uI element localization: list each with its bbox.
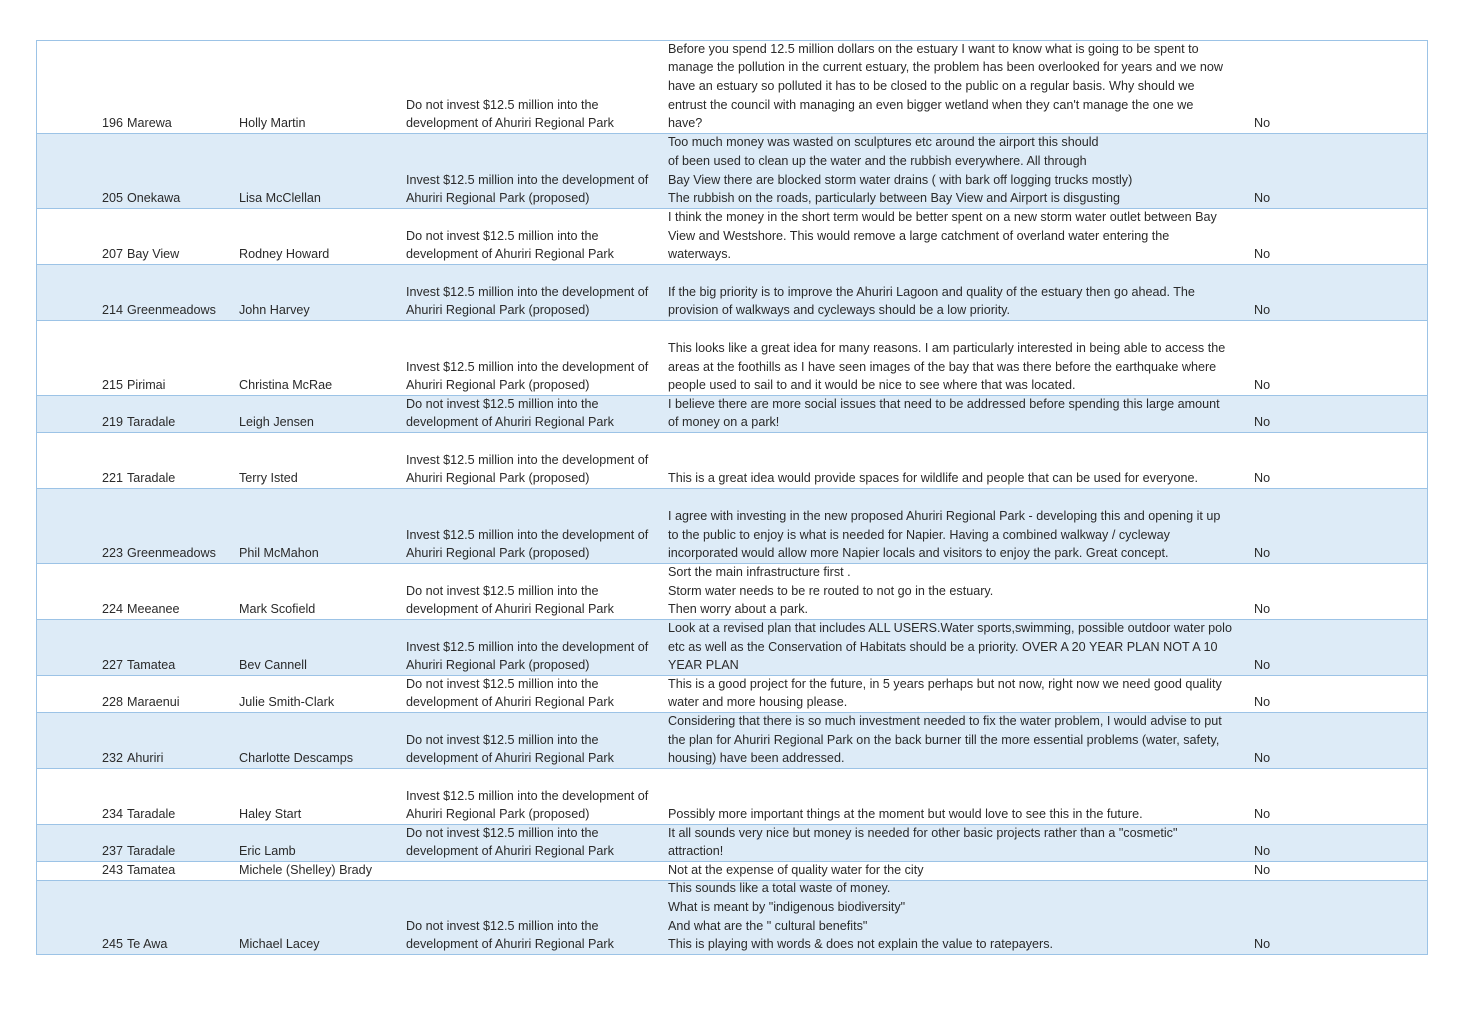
comment: I believe there are more social issues that need to be addressed before spending this large amount of money on a park! (668, 396, 1220, 430)
comment: Before you spend 12.5 million dollars on the estuary I want to know what is going to be spent to manage the pollution in the current estuary, the problem has been overlooked for years and we now have an estuary so polluted it has to be closed to the public on a regular basis. Why should we entrust the council with managing an even bigger wetland when they can't manage the one we have? (668, 41, 1223, 131)
comment: This sounds like a total waste of money. What is meant by "indigenous biodiversity" And what are the " cultural benefits" This is playing with words & does not explain the value to ratepayers. (668, 881, 1054, 952)
submitter-name: Julie Smith-Clark (239, 695, 335, 710)
submission-id: 232 (101, 751, 123, 766)
table-row (37, 433, 1427, 489)
table-row (37, 134, 1427, 209)
submission-id: 237 (101, 844, 123, 859)
suburb: Taradale (127, 807, 176, 822)
submitter-name: Eric Lamb (239, 844, 296, 859)
suburb: Onekawa (127, 191, 181, 206)
answer: No (1254, 937, 1271, 952)
table-row (37, 265, 1427, 321)
preferred-option: Do not invest $12.5 million into the development of Ahuriri Regional Park (406, 918, 614, 952)
submission-id: 221 (101, 471, 123, 486)
comment: This is a good project for the future, in 5 years perhaps but not now, right now we need good quality water and more housing please. (668, 676, 1222, 710)
comment: This is a great idea would provide spaces for wildlife and people that can be used for everyone. (668, 471, 1198, 486)
comment: This looks like a great idea for many reasons. I am particularly interested in being able to access the areas at the foothills as I have seen images of the bay that was there before the earthquake where people used to sail to and it would be nice to see where that was located. (668, 341, 1226, 393)
table-row (37, 564, 1427, 620)
suburb: Greenmeadows (127, 303, 216, 318)
suburb: Greenmeadows (127, 546, 216, 561)
answer: No (1254, 303, 1271, 318)
submission-id: 227 (101, 658, 123, 673)
suburb: Marewa (127, 116, 172, 131)
submission-id: 196 (101, 116, 123, 131)
submission-id: 205 (101, 191, 123, 206)
suburb: Pirimai (127, 378, 166, 393)
submission-id: 245 (101, 937, 123, 952)
preferred-option: Invest $12.5 million into the development of Ahuriri Regional Park (proposed) (406, 639, 649, 673)
submitter-name: Bev Cannell (239, 658, 307, 673)
table-row (37, 862, 1427, 881)
answer: No (1254, 844, 1271, 859)
answer: No (1254, 247, 1271, 262)
suburb: Maraenui (127, 695, 180, 710)
table-row (37, 396, 1427, 433)
suburb: Tamatea (127, 658, 176, 673)
submitter-name: Terry Isted (239, 471, 298, 486)
submission-id: 243 (101, 863, 123, 878)
preferred-option: Do not invest $12.5 million into the development of Ahuriri Regional Park (406, 676, 614, 710)
preferred-option: Do not invest $12.5 million into the development of Ahuriri Regional Park (406, 228, 614, 262)
comment: If the big priority is to improve the Ahuriri Lagoon and quality of the estuary then go ahead. The provision of walkways and cycleways should be a low priority. (668, 284, 1195, 318)
answer: No (1254, 191, 1271, 206)
submitter-name: Holly Martin (239, 116, 306, 131)
preferred-option: Invest $12.5 million into the development of Ahuriri Regional Park (proposed) (406, 452, 649, 486)
preferred-option: Invest $12.5 million into the development of Ahuriri Regional Park (proposed) (406, 172, 649, 206)
submission-id: 207 (101, 247, 123, 262)
preferred-option: Invest $12.5 million into the development of Ahuriri Regional Park (proposed) (406, 527, 649, 561)
submitter-name: Lisa McClellan (239, 191, 321, 206)
comment: Considering that there is so much investment needed to fix the water problem, I would advise to put the plan for Ahuriri Regional Park on the back burner till the more essential problems (water, safety, housing) have been addressed. (668, 714, 1222, 766)
comment: Sort the main infrastructure first . Storm water needs to be re routed to not go in the estuary. Then worry about a park. (668, 565, 994, 617)
submitter-name: Haley Start (239, 807, 302, 822)
answer: No (1254, 602, 1271, 617)
preferred-option: Do not invest $12.5 million into the development of Ahuriri Regional Park (406, 825, 614, 859)
answer: No (1254, 751, 1271, 766)
submitter-name: Michele (Shelley) Brady (239, 863, 372, 878)
table-row (37, 825, 1427, 862)
table-row (37, 41, 1427, 134)
preferred-option: Do not invest $12.5 million into the development of Ahuriri Regional Park (406, 732, 614, 766)
suburb: Te Awa (127, 937, 168, 952)
comment: Look at a revised plan that includes ALL USERS.Water sports,swimming, possible outdoor water polo etc as well as the Conservation of Habitats should be a priority. OVER A 20 YEAR PLAN NOT A 10 YEAR PLAN (668, 621, 1232, 673)
suburb: Taradale (127, 844, 176, 859)
answer: No (1254, 546, 1271, 561)
table-row (37, 676, 1427, 713)
answer: No (1254, 695, 1271, 710)
preferred-option: Invest $12.5 million into the development of Ahuriri Regional Park (proposed) (406, 284, 649, 318)
submitter-name: Mark Scofield (239, 602, 316, 617)
suburb: Meeanee (127, 602, 180, 617)
comment: Too much money was wasted on sculptures etc around the airport this should of been used to clean up the water and the rubbish everywhere. All through Bay View there are blocked storm water drains ( with bark off logging trucks mostly) The rubbish on the roads, particularly between Bay View and Airport is disgusting (668, 135, 1133, 206)
submission-id: 214 (101, 303, 123, 318)
table-row (37, 881, 1427, 955)
submitter-name: Charlotte Descamps (239, 751, 354, 766)
submitter-name: Leigh Jensen (239, 415, 314, 430)
submitter-name: Christina McRae (239, 378, 333, 393)
answer: No (1254, 863, 1271, 878)
submitter-name: Michael Lacey (239, 937, 320, 952)
table-row (37, 769, 1427, 825)
answer: No (1254, 378, 1271, 393)
suburb: Taradale (127, 415, 176, 430)
suburb: Ahuriri (127, 751, 164, 766)
comment: Possibly more important things at the moment but would love to see this in the future. (668, 807, 1143, 822)
answer: No (1254, 807, 1271, 822)
table-row (37, 620, 1427, 676)
submitter-name: John Harvey (239, 303, 310, 318)
preferred-option: Do not invest $12.5 million into the development of Ahuriri Regional Park (406, 396, 614, 430)
suburb: Tamatea (127, 863, 176, 878)
submission-id: 224 (101, 602, 123, 617)
comment: I think the money in the short term would be better spent on a new storm water outlet between Bay View and Westshore. This would remove a large catchment of overland water entering the waterways. (668, 210, 1217, 262)
comment: I agree with investing in the new proposed Ahuriri Regional Park - developing this and opening it up to the public to enjoy is what is needed for Napier. Having a combined walkway / cycleway incorporated would allow more Napier locals and visitors to enjoy the park. Great concept. (668, 509, 1221, 561)
table-row (37, 489, 1427, 564)
submission-id: 215 (101, 378, 123, 393)
comment: It all sounds very nice but money is needed for other basic projects rather than a "cosmetic" attraction! (668, 825, 1178, 859)
answer: No (1254, 415, 1271, 430)
submission-id: 234 (101, 807, 123, 822)
submission-id: 223 (101, 546, 123, 561)
suburb: Bay View (127, 247, 180, 262)
table-row (37, 321, 1427, 396)
answer: No (1254, 658, 1271, 673)
preferred-option: Invest $12.5 million into the development of Ahuriri Regional Park (proposed) (406, 788, 649, 822)
table-row (37, 713, 1427, 769)
answer: No (1254, 471, 1271, 486)
submission-id: 219 (101, 415, 123, 430)
submissions-table (36, 40, 1428, 955)
submitter-name: Rodney Howard (239, 247, 330, 262)
table-row (37, 209, 1427, 265)
answer: No (1254, 116, 1271, 131)
preferred-option: Do not invest $12.5 million into the development of Ahuriri Regional Park (406, 97, 614, 131)
suburb: Taradale (127, 471, 176, 486)
preferred-option: Do not invest $12.5 million into the development of Ahuriri Regional Park (406, 583, 614, 617)
submission-id: 228 (101, 695, 123, 710)
submitter-name: Phil McMahon (239, 546, 319, 561)
comment: Not at the expense of quality water for the city (668, 863, 924, 878)
preferred-option: Invest $12.5 million into the development of Ahuriri Regional Park (proposed) (406, 359, 649, 393)
